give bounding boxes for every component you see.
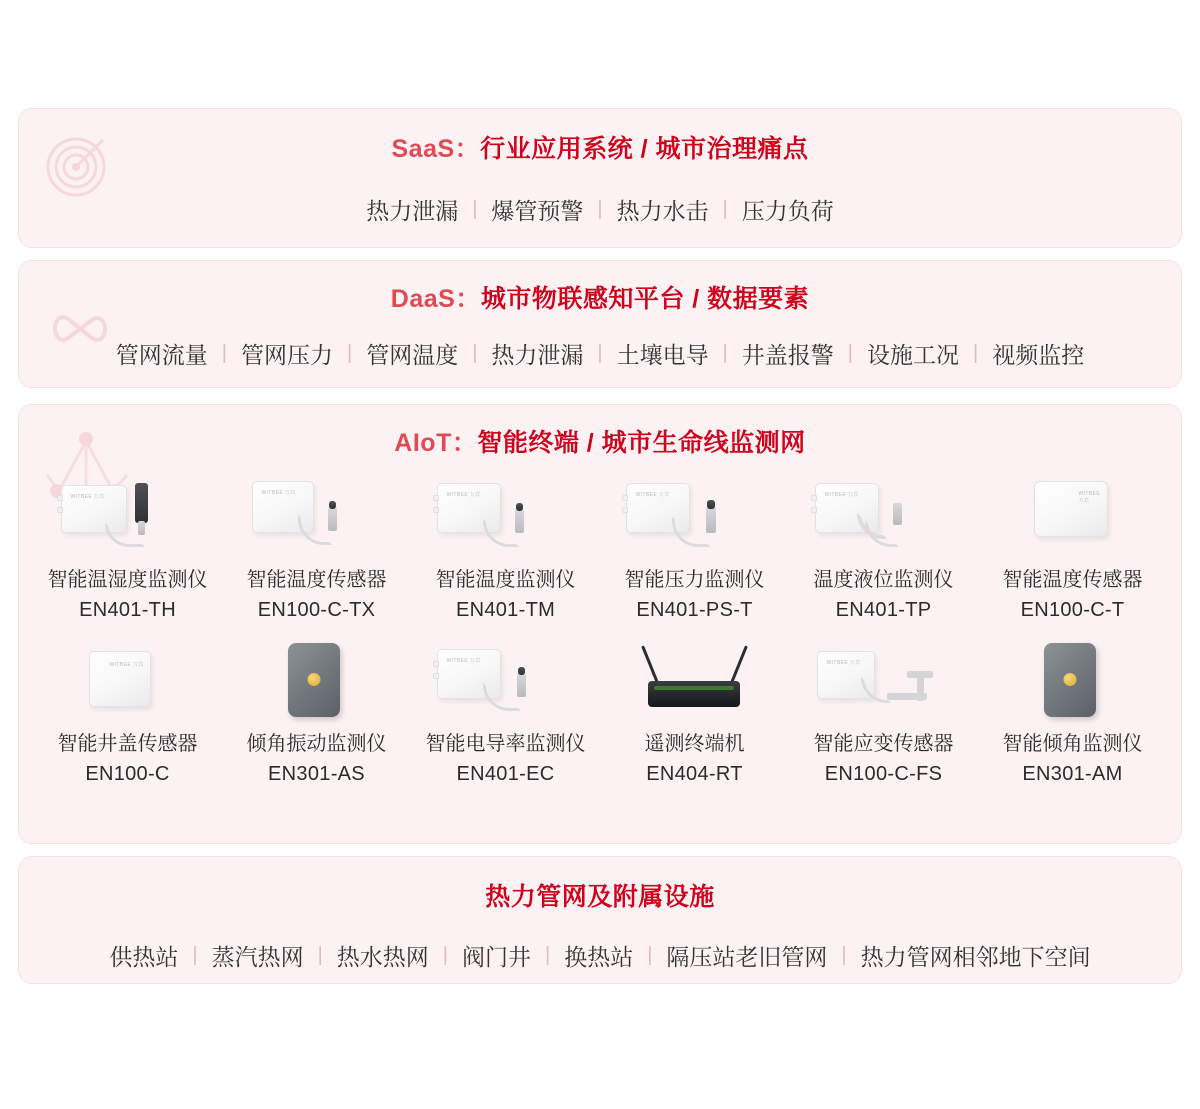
device-name: 温度液位监测仪 [813,569,954,591]
brand-mark: WITBEE 万宾 [446,492,481,498]
device-model: EN100-C-TX [257,599,376,621]
device-image-en301-as [232,637,402,729]
brand-mark: WITBEE 万宾 [446,658,481,664]
device-image-en401-th [43,473,213,565]
separator: | [847,342,853,364]
brand-mark: WITBEE 万宾 [1078,491,1101,504]
daas-tag[interactable]: 管网压力 [240,342,333,368]
device-card[interactable] [222,473,411,625]
saas-title: 行业应用系统 / 城市治理痛点 [480,135,809,163]
device-model: EN401-EC [456,763,555,785]
separator: | [472,342,478,364]
brand-mark: WITBEE 万宾 [826,660,861,666]
indicator-dot [1063,673,1076,686]
pipes-tag[interactable]: 隔压站老旧管网 [666,944,828,970]
device-card[interactable] [411,637,600,789]
daas-tag[interactable]: 视频监控 [992,342,1085,368]
indicator-dot [307,673,320,686]
device-model: EN100-C-T [1020,599,1125,621]
device-name: 智能倾角监测仪 [1002,733,1143,755]
daas-tag[interactable]: 井盖报警 [741,342,834,368]
device-model: EN401-PS-T [636,599,753,621]
saas-tag[interactable]: 压力负荷 [741,198,834,224]
device-image-en100-c-tx [232,473,402,565]
pipes-tag[interactable]: 蒸汽热网 [211,944,304,970]
brand-mark: WITBEE 万宾 [261,490,296,496]
brand-mark: WITBEE 万宾 [109,662,144,668]
daas-tag[interactable]: 管网流量 [115,342,208,368]
device-model: EN301-AM [1022,763,1123,785]
device-card[interactable] [978,637,1167,789]
device-model: EN404-RT [646,763,743,785]
mounting-bracket [907,671,933,678]
separator: | [545,944,551,966]
daas-layer-panel [18,260,1182,388]
device-model: EN100-C-FS [824,763,943,785]
device-name: 智能温湿度监测仪 [47,569,208,591]
device-card[interactable] [600,637,789,789]
daas-tag[interactable]: 土壤电导 [616,342,709,368]
device-grid [19,473,1181,789]
separator: | [722,342,728,364]
saas-tag[interactable]: 爆管预警 [491,198,584,224]
saas-title-row [19,129,1181,165]
device-card[interactable] [33,637,222,789]
separator: | [192,944,198,966]
device-model: EN401-TP [835,599,932,621]
daas-title: 城市物联感知平台 / 数据要素 [480,285,810,313]
device-image-en401-ec [421,637,591,729]
separator: | [722,198,728,220]
aiot-layer-panel [18,404,1182,844]
device-model: EN401-TM [455,599,556,621]
device-card[interactable] [33,473,222,625]
separator: | [317,944,323,966]
antenna-right-icon [730,645,748,683]
device-image-en301-am [988,637,1158,729]
separator: | [597,342,603,364]
brand-mark: WITBEE 万宾 [824,492,859,498]
antenna-left-icon [641,645,659,683]
device-image-en404-rt [610,637,780,729]
device-name: 智能电导率监测仪 [425,733,586,755]
device-image-en100-c-t [988,473,1158,565]
saas-layer-panel [18,108,1182,248]
daas-prefix: DaaS： [390,285,481,313]
saas-tag[interactable]: 热力泄漏 [366,198,459,224]
device-image-en401-tp [799,473,969,565]
device-name: 智能温度监测仪 [435,569,576,591]
pipes-tag[interactable]: 供热站 [109,944,179,970]
device-image-en100-c [43,637,213,729]
device-card[interactable] [789,637,978,789]
device-name: 遥测终端机 [644,733,745,755]
daas-tag[interactable]: 管网温度 [366,342,459,368]
separator: | [472,198,478,220]
pipes-tag[interactable]: 换热站 [564,944,634,970]
router-body [648,681,740,707]
device-name: 智能温度传感器 [1002,569,1143,591]
device-card[interactable] [978,473,1167,625]
pipes-tag-row [19,939,1181,972]
router-led-strip [654,686,734,690]
separator: | [841,944,847,966]
pipes-tag[interactable]: 热力管网相邻地下空间 [860,944,1091,970]
aiot-title-row [19,423,1181,459]
saas-tag[interactable]: 热力水击 [616,198,709,224]
brand-mark: WITBEE 万宾 [70,494,105,500]
daas-title-row [19,279,1181,315]
saas-tag-row [19,193,1181,226]
device-name: 智能井盖传感器 [57,733,198,755]
separator: | [973,342,979,364]
brand-mark: WITBEE 万宾 [635,492,670,498]
device-model: EN100-C [85,763,170,785]
device-name: 智能压力监测仪 [624,569,765,591]
pipes-title: 热力管网及附属设施 [485,883,715,911]
device-model: EN301-AS [268,763,365,785]
daas-tag-row [19,337,1181,370]
separator: | [346,342,353,364]
device-image-en401-tm [421,473,591,565]
device-card[interactable] [222,637,411,789]
device-card[interactable] [600,473,789,625]
device-name: 倾角振动监测仪 [246,733,387,755]
device-card[interactable] [411,473,600,625]
pipeline-layer-panel [18,856,1182,984]
device-name: 智能温度传感器 [246,569,387,591]
pipes-tag[interactable]: 热水热网 [336,944,429,970]
aiot-prefix: AIoT： [394,429,478,457]
device-card[interactable] [789,473,978,625]
daas-tag[interactable]: 设施工况 [867,342,959,368]
device-image-en100-c-fs [799,637,969,729]
aiot-title: 智能终端 / 城市生命线监测网 [477,429,806,457]
separator: | [597,198,603,220]
device-model: EN401-TH [79,599,176,621]
daas-tag[interactable]: 热力泄漏 [491,342,584,368]
pipes-tag[interactable]: 阀门井 [462,944,531,970]
saas-prefix: SaaS： [391,135,481,163]
separator: | [442,944,448,966]
device-name: 智能应变传感器 [813,733,954,755]
separator: | [221,342,227,364]
mounting-bracket [917,675,924,701]
device-image-en401-ps-t [610,473,780,565]
separator: | [647,944,653,966]
